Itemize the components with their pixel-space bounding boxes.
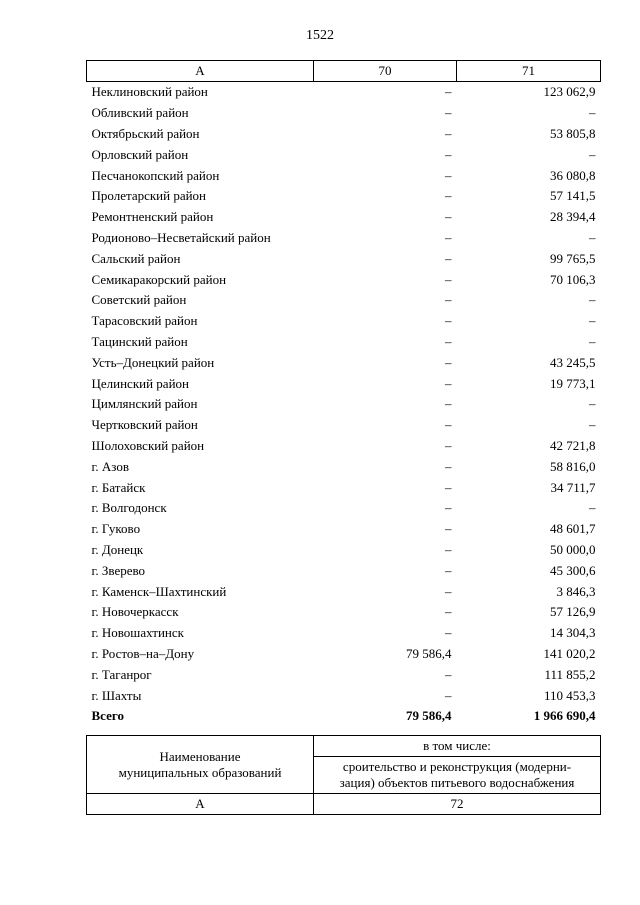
total-label: Всего [91, 708, 124, 724]
municipality-name: Неклиновский район [91, 84, 208, 100]
value-col-71: 19 773,1 [550, 375, 596, 391]
table-row [87, 311, 601, 332]
table-row [87, 248, 601, 269]
table-row [87, 165, 601, 186]
value-col-70: – [445, 458, 452, 474]
value-col-71: 53 805,8 [550, 125, 596, 141]
table-row [87, 623, 601, 644]
municipality-name: Сальский район [91, 250, 181, 266]
value-col-70: – [445, 396, 452, 412]
municipality-name: Цимлянский район [91, 396, 198, 412]
municipality-name: Песчанокопский район [91, 167, 220, 183]
municipality-name: Тацинский район [91, 333, 188, 349]
table-row [87, 456, 601, 477]
value-col-70: – [445, 479, 452, 495]
value-col-71: 70 106,3 [550, 271, 596, 287]
municipality-name: Орловский район [91, 146, 189, 162]
value-col-70: – [445, 105, 452, 121]
value-col-70: – [445, 562, 452, 578]
municipality-name: Родионово–Несветайский район [91, 229, 271, 245]
municipality-name: Шолоховский район [91, 437, 205, 453]
including-header: в том числе: [314, 736, 601, 757]
value-col-71: – [589, 105, 596, 121]
water-supply-header-line2: зация) объектов питьевого водоснабжения [339, 775, 575, 790]
table-row [87, 373, 601, 394]
municipality-name: Пролетарский район [91, 188, 207, 204]
table-row [87, 290, 601, 311]
table-row [87, 144, 601, 165]
municipality-name: Ремонтненский район [91, 209, 214, 225]
value-col-71: 111 855,2 [544, 666, 596, 682]
value-col-70: – [445, 354, 452, 370]
value-col-71: – [589, 333, 596, 349]
value-col-71: – [589, 417, 596, 433]
table-row [87, 415, 601, 436]
value-col-70: – [445, 541, 452, 557]
value-col-71: – [589, 396, 596, 412]
value-col-71: 58 816,0 [550, 458, 596, 474]
value-col-71: 42 721,8 [550, 437, 596, 453]
value-col-71: 3 846,3 [556, 583, 596, 599]
value-col-70: 79 586,4 [406, 645, 452, 661]
value-col-70: – [445, 250, 452, 266]
value-col-70: – [445, 292, 452, 308]
municipality-name: г. Таганрог [91, 666, 152, 682]
water-supply-header [314, 757, 601, 794]
value-col-70: – [445, 313, 452, 329]
table-row [87, 581, 601, 602]
municipality-name: Советский район [91, 292, 187, 308]
value-col-71: 48 601,7 [550, 521, 596, 537]
value-col-71: 34 711,7 [550, 479, 596, 495]
municipality-name: г. Азов [91, 458, 129, 474]
second-table-header [86, 735, 601, 815]
table-row [87, 644, 601, 665]
table-row [87, 228, 601, 249]
municipality-header [87, 736, 314, 794]
municipality-name: г. Донецк [91, 541, 144, 557]
municipality-name: Усть–Донецкий район [91, 354, 215, 370]
municipality-name: Обливский район [91, 105, 189, 121]
value-col-71: 57 126,9 [550, 604, 596, 620]
value-col-71: – [589, 313, 596, 329]
value-col-70: – [445, 167, 452, 183]
value-col-70: – [445, 583, 452, 599]
table-row [87, 498, 601, 519]
value-col-71: 14 304,3 [550, 625, 596, 641]
value-col-71: – [589, 500, 596, 516]
header-col-70: 70 [314, 61, 457, 82]
value-col-71: 141 020,2 [543, 645, 596, 661]
municipality-header-line2: муниципальных образований [118, 764, 282, 780]
value-col-71: 57 141,5 [550, 188, 596, 204]
municipality-name: Семикаракорский район [91, 271, 227, 287]
municipality-name: г. Шахты [91, 687, 142, 703]
municipality-name: г. Каменск–Шахтинский [91, 583, 227, 599]
value-col-70: – [445, 625, 452, 641]
table-row [87, 560, 601, 581]
value-col-70: – [445, 333, 452, 349]
value-col-70: – [445, 229, 452, 245]
value-col-71: 123 062,9 [543, 84, 596, 100]
value-col-71: 45 300,6 [550, 562, 596, 578]
value-col-71: 110 453,3 [543, 687, 596, 703]
water-supply-header-line1: сроительство и реконструкция (модерни- [342, 759, 572, 774]
table-row [87, 186, 601, 207]
table-row [87, 685, 601, 706]
value-col-71: – [589, 229, 596, 245]
value-col-71: – [589, 146, 596, 162]
value-col-70: – [445, 417, 452, 433]
municipality-header-line1: Наименование [159, 748, 241, 764]
value-col-70: – [445, 271, 452, 287]
value-col-71: 43 245,5 [550, 354, 596, 370]
value-col-70: – [445, 604, 452, 620]
municipality-name: Октябрьский район [91, 125, 200, 141]
table-row [87, 332, 601, 353]
table-row [87, 394, 601, 415]
main-table-header-row [87, 61, 601, 82]
municipality-name: г. Ростов–на–Дону [91, 645, 195, 661]
municipality-name: г. Батайск [91, 479, 146, 495]
total-row [87, 706, 601, 727]
municipality-name: Тарасовский район [91, 313, 198, 329]
value-col-70: – [445, 437, 452, 453]
municipality-name: г. Волгодонск [91, 500, 167, 516]
header-col-a: А [87, 61, 314, 82]
municipality-name: Чертковский район [91, 417, 198, 433]
value-col-71: 99 765,5 [550, 250, 596, 266]
table-row [87, 477, 601, 498]
value-col-70: – [445, 687, 452, 703]
value-col-71: 36 080,8 [550, 167, 596, 183]
value-col-71: 50 000,0 [550, 541, 596, 557]
value-col-70: – [445, 125, 452, 141]
table-row [87, 436, 601, 457]
value-col-70: – [445, 146, 452, 162]
main-table [86, 60, 601, 727]
value-col-70: – [445, 375, 452, 391]
municipality-name: г. Новошахтинск [91, 625, 184, 641]
total-col-71: 1 966 690,4 [533, 708, 596, 724]
municipality-name: Целинский район [91, 375, 189, 391]
value-col-70: – [445, 500, 452, 516]
value-col-70: – [445, 521, 452, 537]
table-row [87, 269, 601, 290]
table-row [87, 207, 601, 228]
table-row [87, 602, 601, 623]
value-col-71: 28 394,4 [550, 209, 596, 225]
table-row [87, 519, 601, 540]
value-col-70: – [445, 209, 452, 225]
second-col-72: 72 [314, 794, 601, 815]
table-row [87, 124, 601, 145]
municipality-name: г. Новочеркасск [91, 604, 179, 620]
table-row [87, 352, 601, 373]
municipality-name: г. Гуково [91, 521, 141, 537]
header-col-71: 71 [457, 61, 601, 82]
second-col-a: А [87, 794, 314, 815]
value-col-70: – [445, 666, 452, 682]
table-row [87, 664, 601, 685]
page-number: 1522 [306, 28, 334, 43]
total-col-70: 79 586,4 [406, 708, 452, 724]
municipality-name: г. Зверево [91, 562, 146, 578]
table-row [87, 82, 601, 103]
table-row [87, 103, 601, 124]
table-row [87, 540, 601, 561]
value-col-71: – [589, 292, 596, 308]
value-col-70: – [445, 84, 452, 100]
value-col-70: – [445, 188, 452, 204]
